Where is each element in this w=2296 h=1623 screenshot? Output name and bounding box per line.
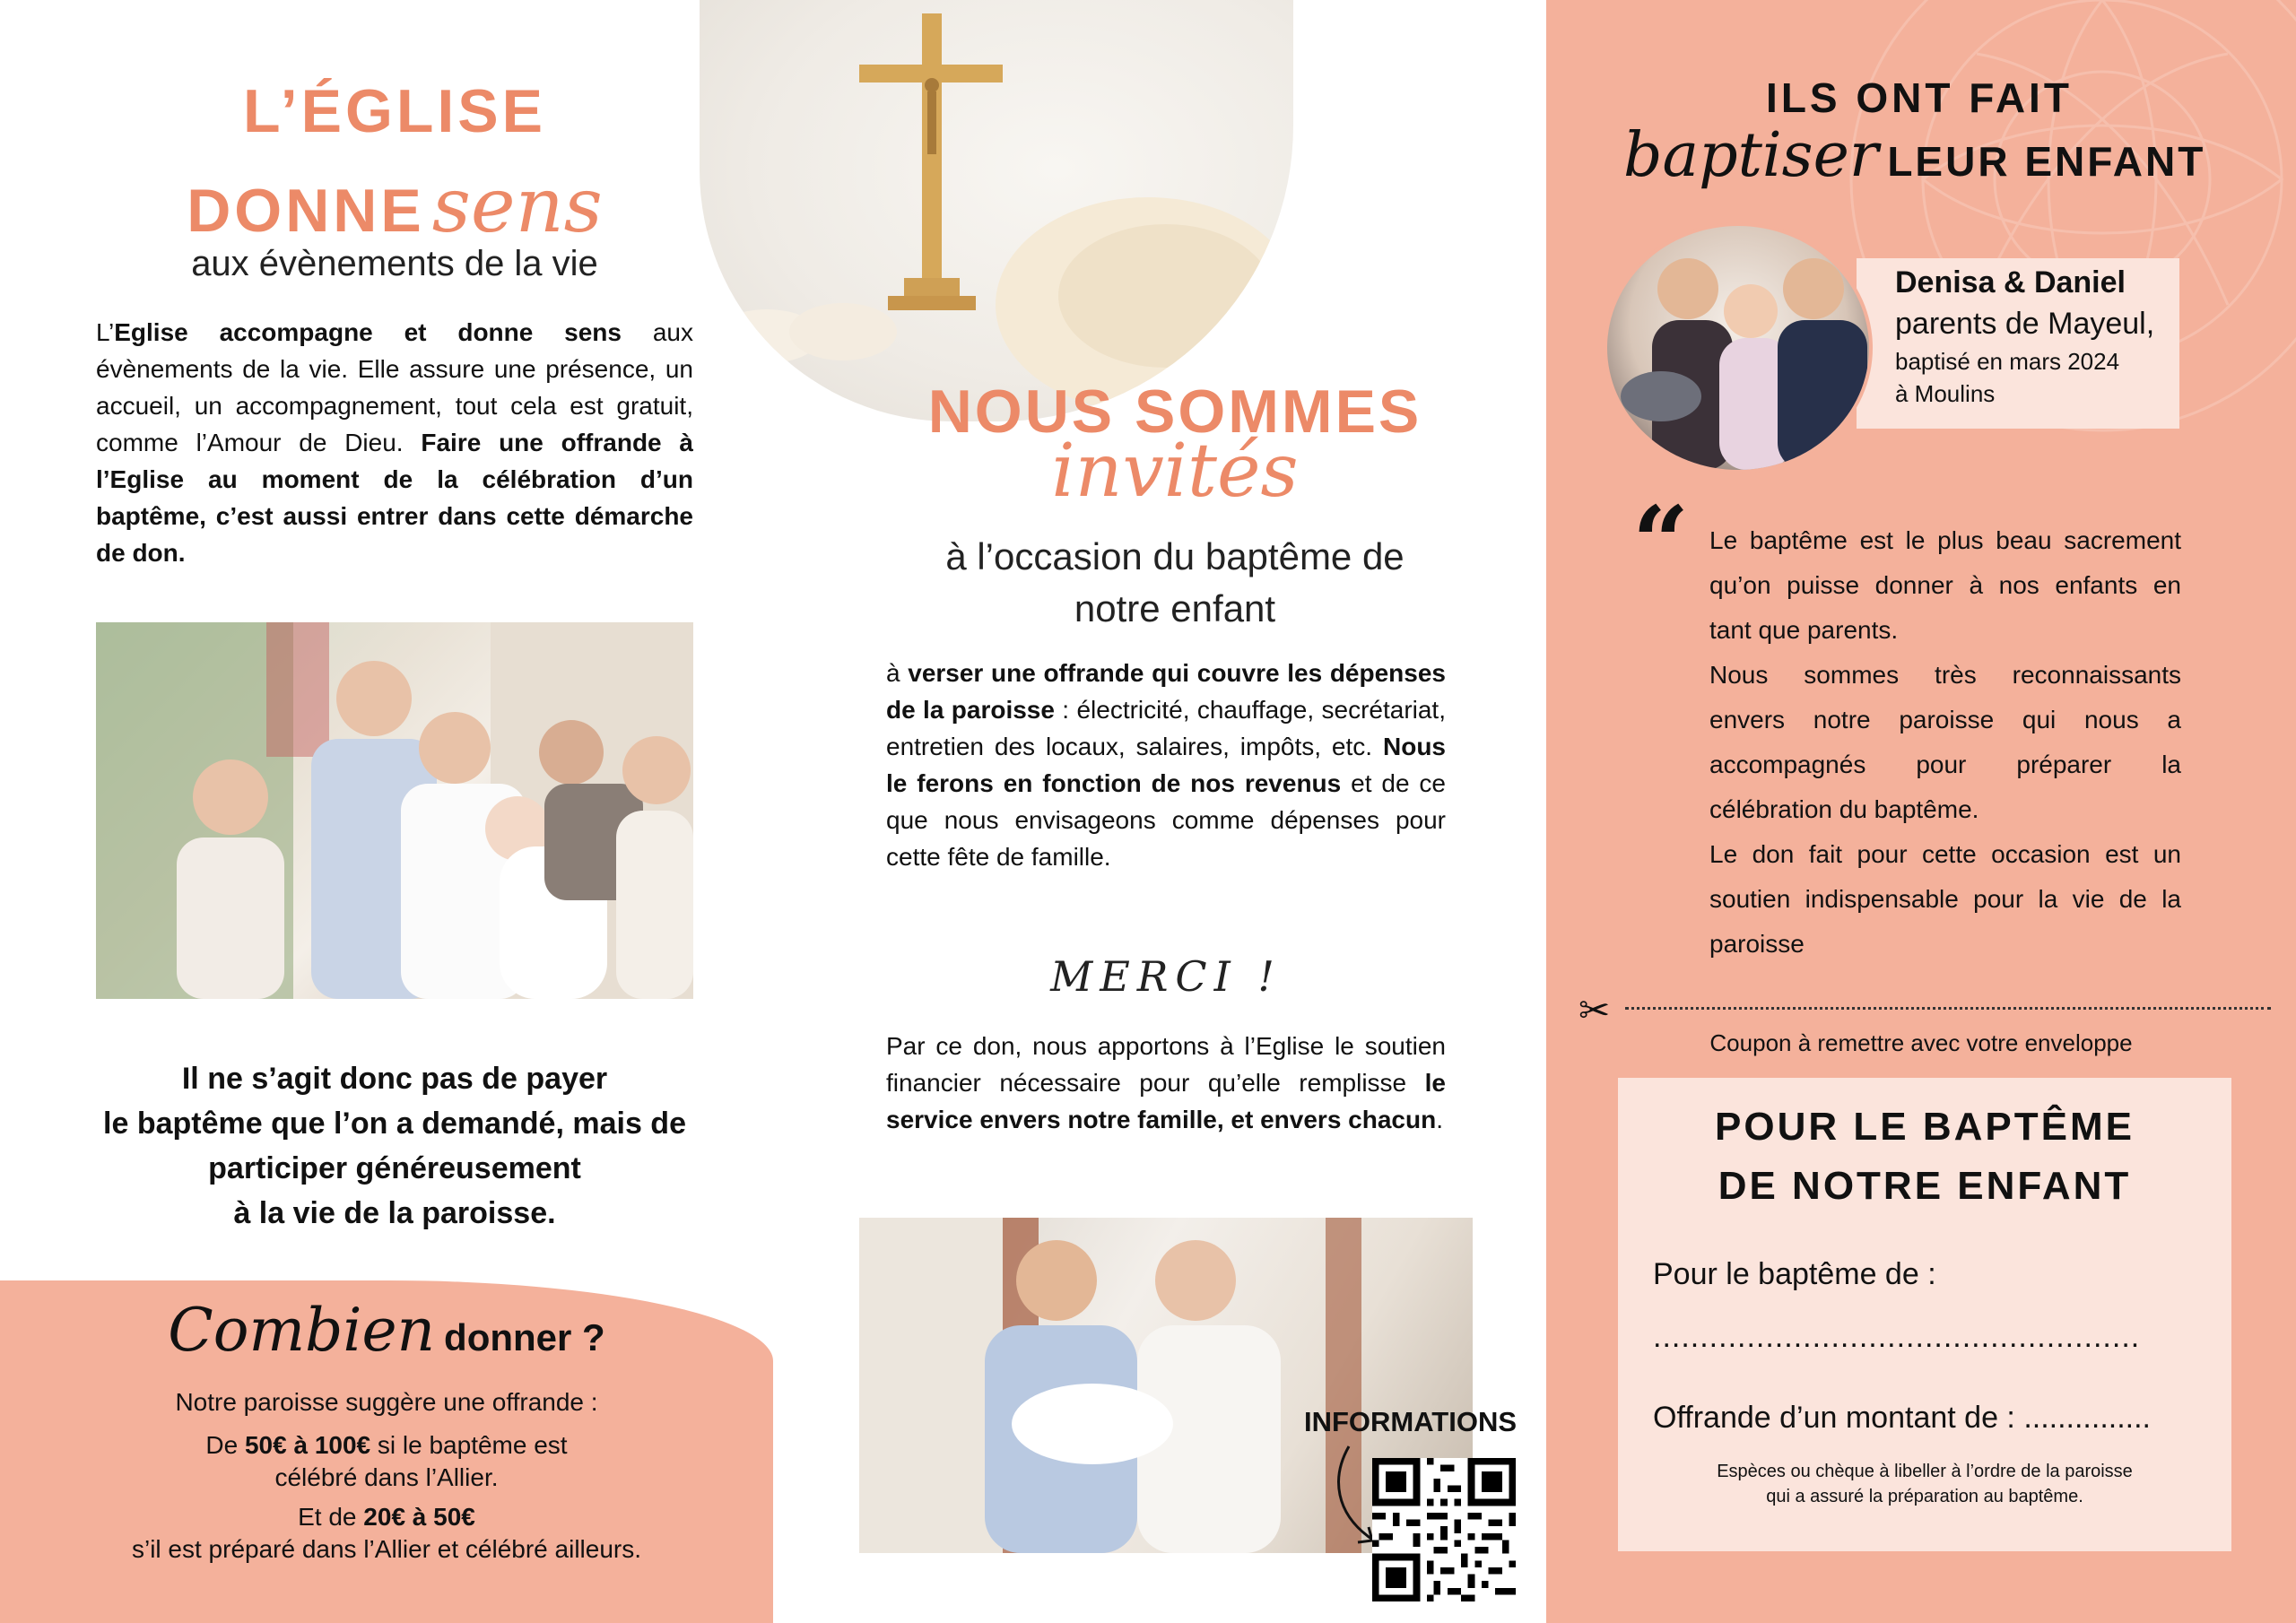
qr-code-icon — [1372, 1458, 1516, 1601]
merci-paragraph — [886, 1028, 1446, 1138]
merci-para-part2: le service envers notre famille, et envers chacun — [886, 1069, 1446, 1133]
right-title-text: LEUR ENFANT — [1887, 138, 2206, 185]
combien-title — [0, 1296, 773, 1365]
quote-line: accompagnés pour préparer la — [1709, 751, 2181, 778]
middle-title-script: invités — [1051, 429, 1299, 514]
quote-line: Le baptême est le plus beau sacrement — [1709, 526, 2181, 554]
merci-para-part3: . — [1436, 1106, 1443, 1133]
family-church-photo — [96, 622, 693, 999]
combien-line4-a: Et de — [298, 1503, 364, 1531]
testimonial-location: à Moulins — [1895, 380, 1996, 407]
right-title-line2 — [1623, 120, 2251, 191]
middle-paragraph — [886, 655, 1446, 875]
right-title-script: baptiser — [1623, 120, 1879, 191]
qr-code[interactable] — [1372, 1458, 1516, 1601]
combien-line1: Notre paroisse suggère une offrande : — [175, 1388, 598, 1416]
left-conclusion — [90, 1056, 700, 1236]
left-subtitle: aux évènements de la vie — [191, 244, 598, 283]
merci-heading: MERCI ! — [1050, 952, 1282, 1001]
combien-amount2: 20€ à 50€ — [363, 1503, 475, 1531]
middle-para-part5: et de ce que nous envisageons comme dépenses pour cette fête de famille. — [886, 769, 1447, 871]
coupon-note-line2: qui a assuré la préparation au baptême. — [1766, 1487, 2083, 1506]
combien-script: Combien — [168, 1296, 436, 1365]
left-title-word: DONNE — [187, 177, 425, 245]
left-para-part4: Faire une offrande à l’Eglise au moment de la célébration d’un baptême, c’est aussi entrer dans cette démarche de don. — [96, 429, 693, 567]
quote-line: envers notre paroisse qui nous a — [1709, 706, 2181, 733]
left-conclusion-line4: à la vie de la paroisse. — [233, 1196, 556, 1230]
quote-line: Le don fait pour cette occasion est un — [1709, 840, 2181, 868]
middle-subtitle-line1: à l’occasion du baptême de — [945, 535, 1405, 577]
combien-line2-c: si le baptême est — [370, 1431, 568, 1459]
coupon-label: Coupon à remettre avec votre enveloppe — [1709, 1029, 2133, 1056]
left-conclusion-line2: le baptême que l’on a demandé, mais de — [103, 1107, 686, 1141]
coupon-child-name-field[interactable]: .................................................... — [1653, 1320, 2141, 1354]
middle-subtitle — [861, 531, 1489, 635]
left-title-script: sens — [431, 161, 603, 249]
crucifix-photo — [700, 0, 1293, 421]
combien-line4 — [0, 1501, 773, 1533]
combien-line3: célébré dans l’Allier. — [274, 1463, 499, 1491]
middle-title-line1: NOUS SOMMES — [927, 378, 1422, 446]
quote-line: paroisse — [1709, 930, 1805, 958]
combien-line2 — [0, 1429, 773, 1462]
coupon-child-name-label: Pour le baptême de : — [1653, 1257, 1936, 1291]
quote-line: tant que parents. — [1709, 616, 1899, 644]
quote-line: soutien indispensable pour la vie de la — [1709, 885, 2181, 913]
combien-amount1: 50€ à 100€ — [244, 1431, 371, 1459]
right-title-line1: ILS ONT FAIT — [1766, 74, 2073, 121]
combien-line2-a: De — [205, 1431, 245, 1459]
merci-para-part1: Par ce don, nous apportons à l’Eglise le soutien financier nécessaire pour qu’elle remplisse — [886, 1032, 1446, 1097]
family-church-photo-art — [96, 622, 693, 999]
combien-line5: s’il est préparé dans l’Allier et célébré ailleurs. — [131, 1535, 642, 1563]
left-para-part2: Eglise accompagne et donne sens — [114, 318, 622, 346]
coupon-title-line2: DE NOTRE ENFANT — [1718, 1164, 2132, 1208]
middle-subtitle-line2: notre enfant — [1074, 587, 1276, 629]
testimonial-family-art — [1607, 226, 1869, 470]
cut-line — [1625, 1007, 2271, 1010]
scissors-icon: ✂ — [1578, 989, 1611, 1031]
left-title-line2 — [108, 161, 682, 249]
left-para-part1: L’ — [96, 318, 115, 346]
testimonial-family-photo — [1604, 222, 1873, 473]
middle-para-part1: à — [886, 659, 909, 687]
coupon-amount-field[interactable]: Offrande d’un montant de : ............... — [1653, 1401, 2152, 1435]
left-title-line1: L’ÉGLISE — [242, 77, 547, 145]
coupon-note-line1: Espèces ou chèque à libeller à l’ordre de la paroisse — [1717, 1462, 2133, 1481]
left-conclusion-line1: Il ne s’agit donc pas de payer — [181, 1062, 608, 1096]
combien-title-text: donner ? — [444, 1316, 605, 1358]
quote-mark-icon: “ — [1632, 484, 1690, 600]
middle-para-part2: verser une offrande qui couvre les dépenses de la paroisse — [886, 659, 1446, 724]
quote-line: célébration du baptême. — [1709, 795, 1979, 823]
quote-line: qu’on puisse donner à nos enfants en — [1709, 571, 2181, 599]
testimonial-role: parents de Mayeul, — [1895, 307, 2155, 341]
coupon-title-line1: POUR LE BAPTÊME — [1715, 1105, 2135, 1149]
informations-label: INFORMATIONS — [1303, 1406, 1518, 1437]
middle-para-part4: Nous le ferons en fonction de nos revenus — [886, 733, 1446, 797]
testimonial-name: Denisa & Daniel — [1895, 265, 2126, 299]
left-para-part3: aux évènements de la vie. Elle assure une présence, un accueil, un accompagnement, tout cela est gratuit, comme l’Amour de Dieu. — [96, 318, 693, 456]
left-conclusion-line3: participer généreusement — [208, 1151, 581, 1185]
left-paragraph — [96, 314, 693, 571]
testimonial-baptism-date: baptisé en mars 2024 — [1895, 348, 2120, 375]
quote-line: Nous sommes très reconnaissants — [1709, 661, 2181, 689]
crucifix-art — [700, 0, 1293, 421]
middle-para-part3: : électricité, chauffage, secrétariat, entretien des locaux, salaires, impôts, etc. — [886, 696, 1446, 760]
